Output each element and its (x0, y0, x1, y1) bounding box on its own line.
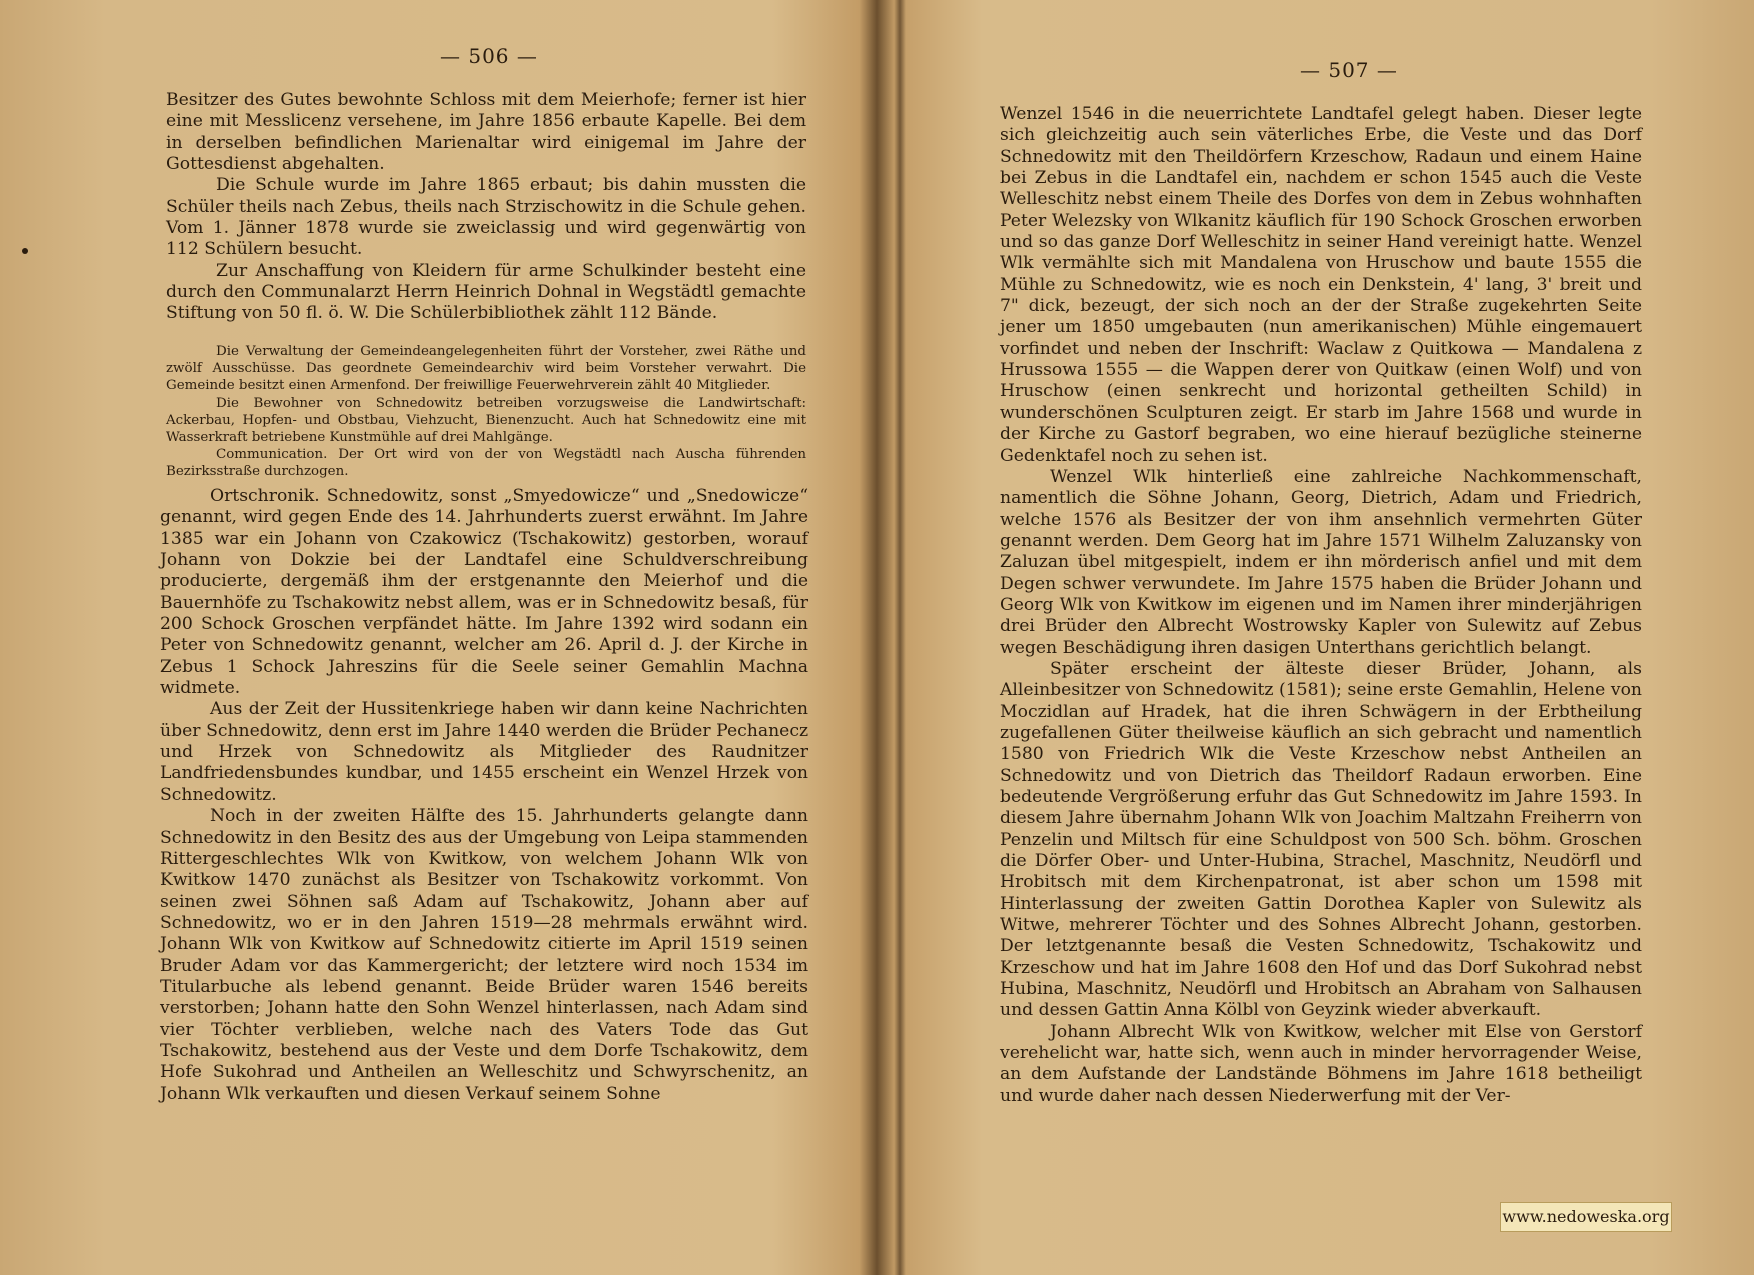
ink-spot (22, 248, 28, 254)
right-text (1000, 104, 1642, 1107)
left-para-4: Ortschronik. Schnedowitz, sonst „Smyedowicze“ und „Snedowicze“ genannt, wird gegen Ende des 14. Jahrhunderts zuerst erwähnt. Im Jahre 1385 war ein Johann von Czakowicz (Tschakowitz) gestorben, worauf Johann von Dokzie bei der Landtafel eine Schuldverschreibung producierte, dergemäß ihm der erstgenannte den Meierhof und die Bauernhöfe zu Tschakowitz nebst allem, was er in Schnedowitz besaß, für 200 Schock Groschen verpfändet hätte. Im Jahre 1392 wird sodann ein Peter von Schnedowitz genannt, welcher am 26. April d. J. der Kirche in Zebus 1 Schock Jahreszins für die Seele seiner Gemahlin Machna widmete. (160, 486, 808, 699)
page-number-left: — 506 — (440, 44, 538, 68)
page-number-right: — 507 — (1300, 58, 1398, 82)
left-para-1: Besitzer des Gutes bewohnte Schloss mit dem Meierhofe; ferner ist hier eine mit Messlicenz versehene, im Jahre 1856 erbaute Kapelle. Bei dem in derselben befindlichen Marienaltar wird einigemal im Jahre der Gottesdienst abgehalten. (166, 90, 806, 175)
left-small-2: Die Bewohner von Schnedowitz betreiben vorzugsweise die Landwirtschaft: Ackerbau, Hopfen- und Obstbau, Viehzucht, Bienenzucht. Auch hat Schnedowitz eine mit Wasserkraft betriebene Kunstmühle auf drei Mahlgänge. (166, 395, 806, 446)
left-para-5: Aus der Zeit der Hussitenkriege haben wir dann keine Nachrichten über Schnedowitz, denn erst im Jahre 1440 werden die Brüder Pechanecz und Hrzek von Schnedowitz als Mitglieder des Raudnitzer Landfriedensbundes kundbar, und 1455 erscheint ein Wenzel Hrzek von Schnedowitz. (160, 699, 808, 805)
right-para-4: Johann Albrecht Wlk von Kwitkow, welcher mit Else von Gerstorf verehelicht war, hatte sich, wenn auch in minder hervorragender Weise, an dem Aufstande der Landstände Böhmens im Jahre 1618 betheiligt und wurde daher nach dessen Niederwerfung mit der Ver- (1000, 1021, 1642, 1106)
right-para-2: Wenzel Wlk hinterließ eine zahlreiche Nachkommenschaft, namentlich die Söhne Johann, Georg, Dietrich, Adam und Friedrich, welche 1576 als Besitzer der von ihm ansehnlich vermehrten Güter genannt werden. Dem Georg hat im Jahre 1571 Wilhelm Zaluzansky von Zaluzan übel mitgespielt, indem er ihn mörderisch anfiel und mit dem Degen schwer verwundete. Im Jahre 1575 haben die Brüder Johann und Georg Wlk von Kwitkow im eigenen und im Namen ihrer minderjährigen drei Brüder den Albrecht Wostrowsky Kapler von Sulewitz auf Zebus wegen Beschädigung ihren dasigen Unterthans gerichtlich belangt. (1000, 466, 1642, 658)
right-page (900, 0, 1754, 1275)
left-para-2: Die Schule wurde im Jahre 1865 erbaut; bis dahin mussten die Schüler theils nach Zebus, theils nach Strzischowitz in die Schule gehen. Vom 1. Jänner 1878 wurde sie zweiclassig und wird gegenwärtig von 112 Schülern besucht. (166, 175, 806, 260)
left-text-small (166, 343, 806, 481)
left-small-3: Communication. Der Ort wird von der von Wegstädtl nach Auscha führenden Bezirksstraße durchzogen. (166, 447, 806, 480)
left-text-upper (166, 90, 806, 325)
website-watermark: www.nedoweska.org (1500, 1202, 1672, 1232)
right-para-3: Später erscheint der älteste dieser Brüder, Johann, als Alleinbesitzer von Schnedowitz (1581); seine erste Gemahlin, Helene von Moczidlan auf Hradek, hat die ihren Schwägern in der Erbtheilung zugefallenen Güter theilweise käuflich an sich gebracht und namentlich 1580 von Friedrich Wlk die Veste Krzeschow nebst Antheilen an Schnedowitz und von Dietrich das Theildorf Radaun erworben. Eine bedeutende Vergrößerung erfuhr das Gut Schnedowitz im Jahre 1593. In diesem Jahre übernahm Johann Wlk von Joachim Maltzahn Freiherrn von Penzelin und Miltsch für eine Schuldpost von 500 Sch. böhm. Groschen die Dörfer Ober- und Unter-Hubina, Strachel, Maschnitz, Neudörfl und Hrobitsch mit dem Kirchenpatronat, ist aber schon um 1598 mit Hinterlassung der zweiten Gattin Dorothea Kapler von Sulewitz als Witwe, mehrerer Töchter und des Sohnes Albrecht Johann, gestorben. Der letztgenannte besaß die Vesten Schnedowitz, Tschakowitz und Krzeschow und hat im Jahre 1608 den Hof und das Dorf Sukohrad nebst Hubina, Maschnitz, Neudörfl und Hrobitsch an Abraham von Salhausen und dessen Gattin Anna Kölbl von Geyzink wieder abverkauft. (1000, 658, 1642, 1021)
left-para-3: Zur Anschaffung von Kleidern für arme Schulkinder besteht eine durch den Communalarzt Herrn Heinrich Dohnal in Wegstädtl gemachte Stiftung von 50 fl. ö. W. Die Schülerbibliothek zählt 112 Bände. (166, 260, 806, 324)
left-text-lower (160, 486, 808, 1105)
left-small-1: Die Verwaltung der Gemeindeangelegenheiten führt der Vorsteher, zwei Räthe und zwölf Ausschüsse. Das geordnete Gemeindearchiv wird beim Vorsteher verwahrt. Die Gemeinde besitzt einen Armenfond. Der freiwillige Feuerwehrverein zählt 40 Mitglieder. (166, 344, 806, 394)
right-para-1: Wenzel 1546 in die neuerrichtete Landtafel gelegt haben. Dieser legte sich gleichzeitig auch sein väterliches Erbe, die Veste und das Dorf Schnedowitz mit den Theildörfern Krzeschow, Radaun und einem Haine bei Zebus in die Landtafel ein, nachdem er schon 1545 auch die Veste Welleschitz nebst einem Theile des Dorfes von dem in Zebus wohnhaften Peter Welezsky von Wlkanitz käuflich für 190 Schock Groschen erworben und so das ganze Dorf Welleschitz in seiner Hand vereinigt hatte. Wenzel Wlk vermählte sich mit Mandalena von Hruschow und baute 1555 die Mühle zu Schnedowitz, wie es noch ein Denkstein, 4' lang, 3' breit und 7" dick, bezeugt, der sich noch an der der Straße zugekehrten Seite jener um 1850 umgebauten (nun amerikanischen) Mühle eingemauert vorfindet und neben der Inschrift: Waclaw z Quitkowa — Mandalena z Hrussowa 1555 — die Wappen derer von Quitkaw (einen Wolf) und von Hruschow (einen senkrecht und horizontal getheilten Schild) in wunderschönen Sculpturen zeigt. Er starb im Jahre 1568 und wurde in der Kirche zu Gastorf begraben, wo eine hierauf bezügliche steinerne Gedenktafel noch zu sehen ist. (1000, 104, 1642, 466)
left-para-6: Noch in der zweiten Hälfte des 15. Jahrhunderts gelangte dann Schnedowitz in den Besitz des aus der Umgebung von Leipa stammenden Rittergeschlechtes Wlk von Kwitkow, von welchem Johann Wlk von Kwitkow 1470 zunächst als Besitzer von Tschakowitz vorkommt. Von seinen zwei Söhnen saß Adam auf Tschakowitz, Johann aber auf Schnedowitz, wo er in den Jahren 1519—28 mehrmals erwähnt wird. Johann Wlk von Kwitkow auf Schnedowitz citierte im April 1519 seinen Bruder Adam vor das Kammergericht; der letztere wird noch 1534 im Titularbuche als lebend genannt. Beide Brüder waren 1546 bereits verstorben; Johann hatte den Sohn Wenzel hinterlassen, nach Adam sind vier Töchter verblieben, welche nach des Vaters Tode das Gut Tschakowitz, bestehend aus der Veste und dem Dorfe Tschakowitz, dem Hofe Sukohrad und Antheilen an Welleschitz und Schwyrschenitz, an Johann Wlk verkauften und diesen Verkauf seinem Sohne (160, 806, 808, 1104)
